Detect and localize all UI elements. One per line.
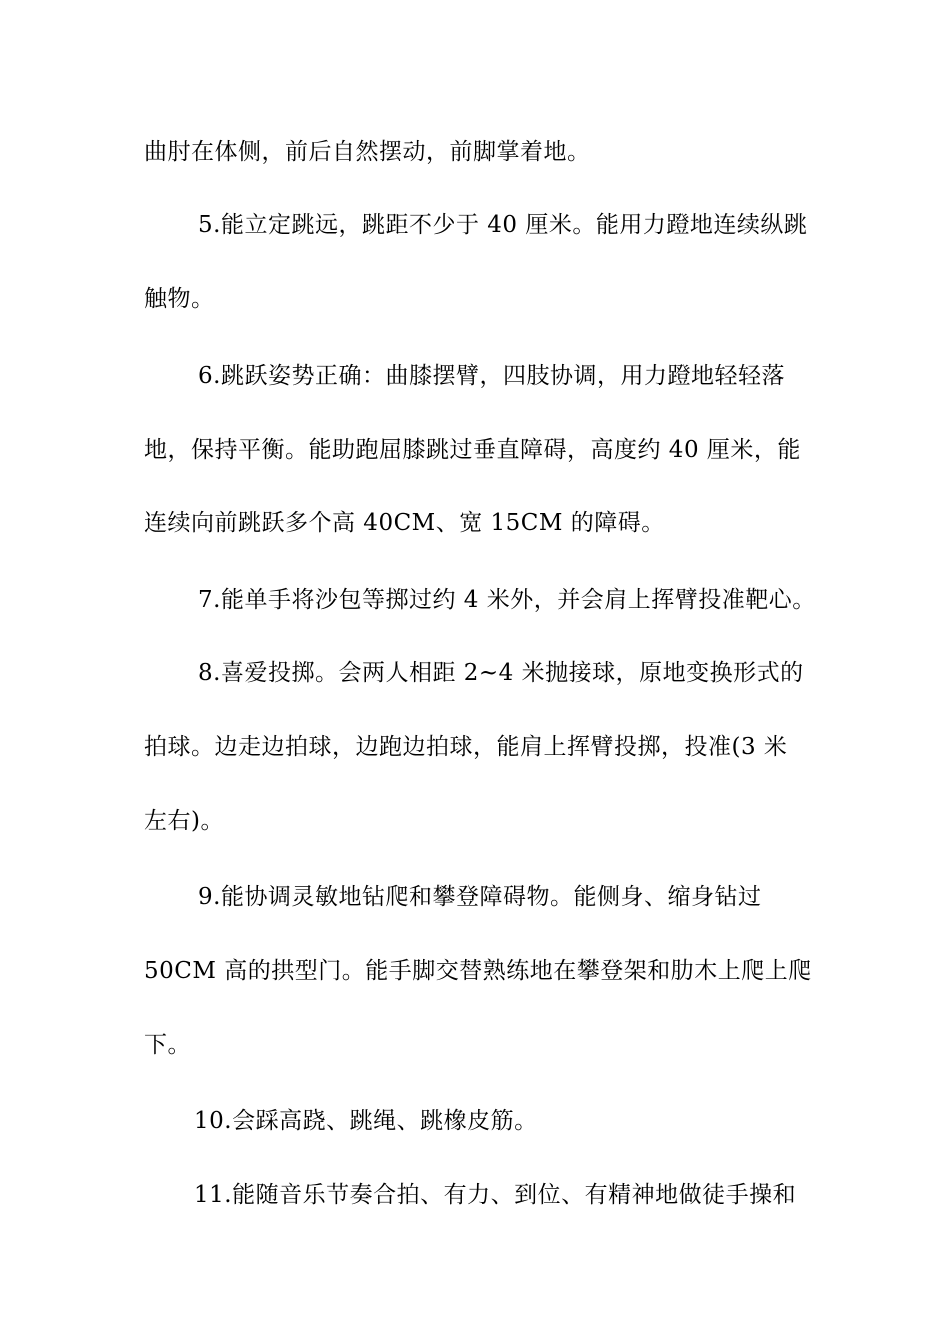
text-line: 拍球。边走边拍球，边跑边拍球，能肩上挥臂投掷，投准(3 米 <box>144 734 788 760</box>
text-line: 曲肘在体侧，前后自然摆动，前脚掌着地。 <box>144 139 591 165</box>
text-line: 8.喜爱投掷。会两人相距 2~4 米抛接球，原地变换形式的 <box>198 660 804 686</box>
text-line: 触物。 <box>144 286 215 312</box>
text-line: 11.能随音乐节奏合拍、有力、到位、有精神地做徒手操和 <box>194 1182 797 1208</box>
text-line: 5.能立定跳远，跳距不少于 40 厘米。能用力蹬地连续纵跳 <box>198 212 808 238</box>
text-line: 地，保持平衡。能助跑屈膝跳过垂直障碍，高度约 40 厘米，能 <box>144 437 801 463</box>
text-line: 下。 <box>144 1032 191 1058</box>
text-line: 50CM 高的拱型门。能手脚交替熟练地在攀登架和肋木上爬上爬 <box>144 958 812 984</box>
text-line: 9.能协调灵敏地钻爬和攀登障碍物。能侧身、缩身钻过 <box>198 884 762 910</box>
text-line: 左右)。 <box>144 808 224 834</box>
text-line: 10.会踩高跷、跳绳、跳橡皮筋。 <box>194 1108 538 1134</box>
text-line: 7.能单手将沙包等掷过约 4 米外，并会肩上挥臂投准靶心。 <box>198 587 816 613</box>
text-line: 连续向前跳跃多个高 40CM、宽 15CM 的障碍。 <box>144 510 665 536</box>
text-line: 6.跳跃姿势正确：曲膝摆臂，四肢协调，用力蹬地轻轻落 <box>198 363 785 389</box>
